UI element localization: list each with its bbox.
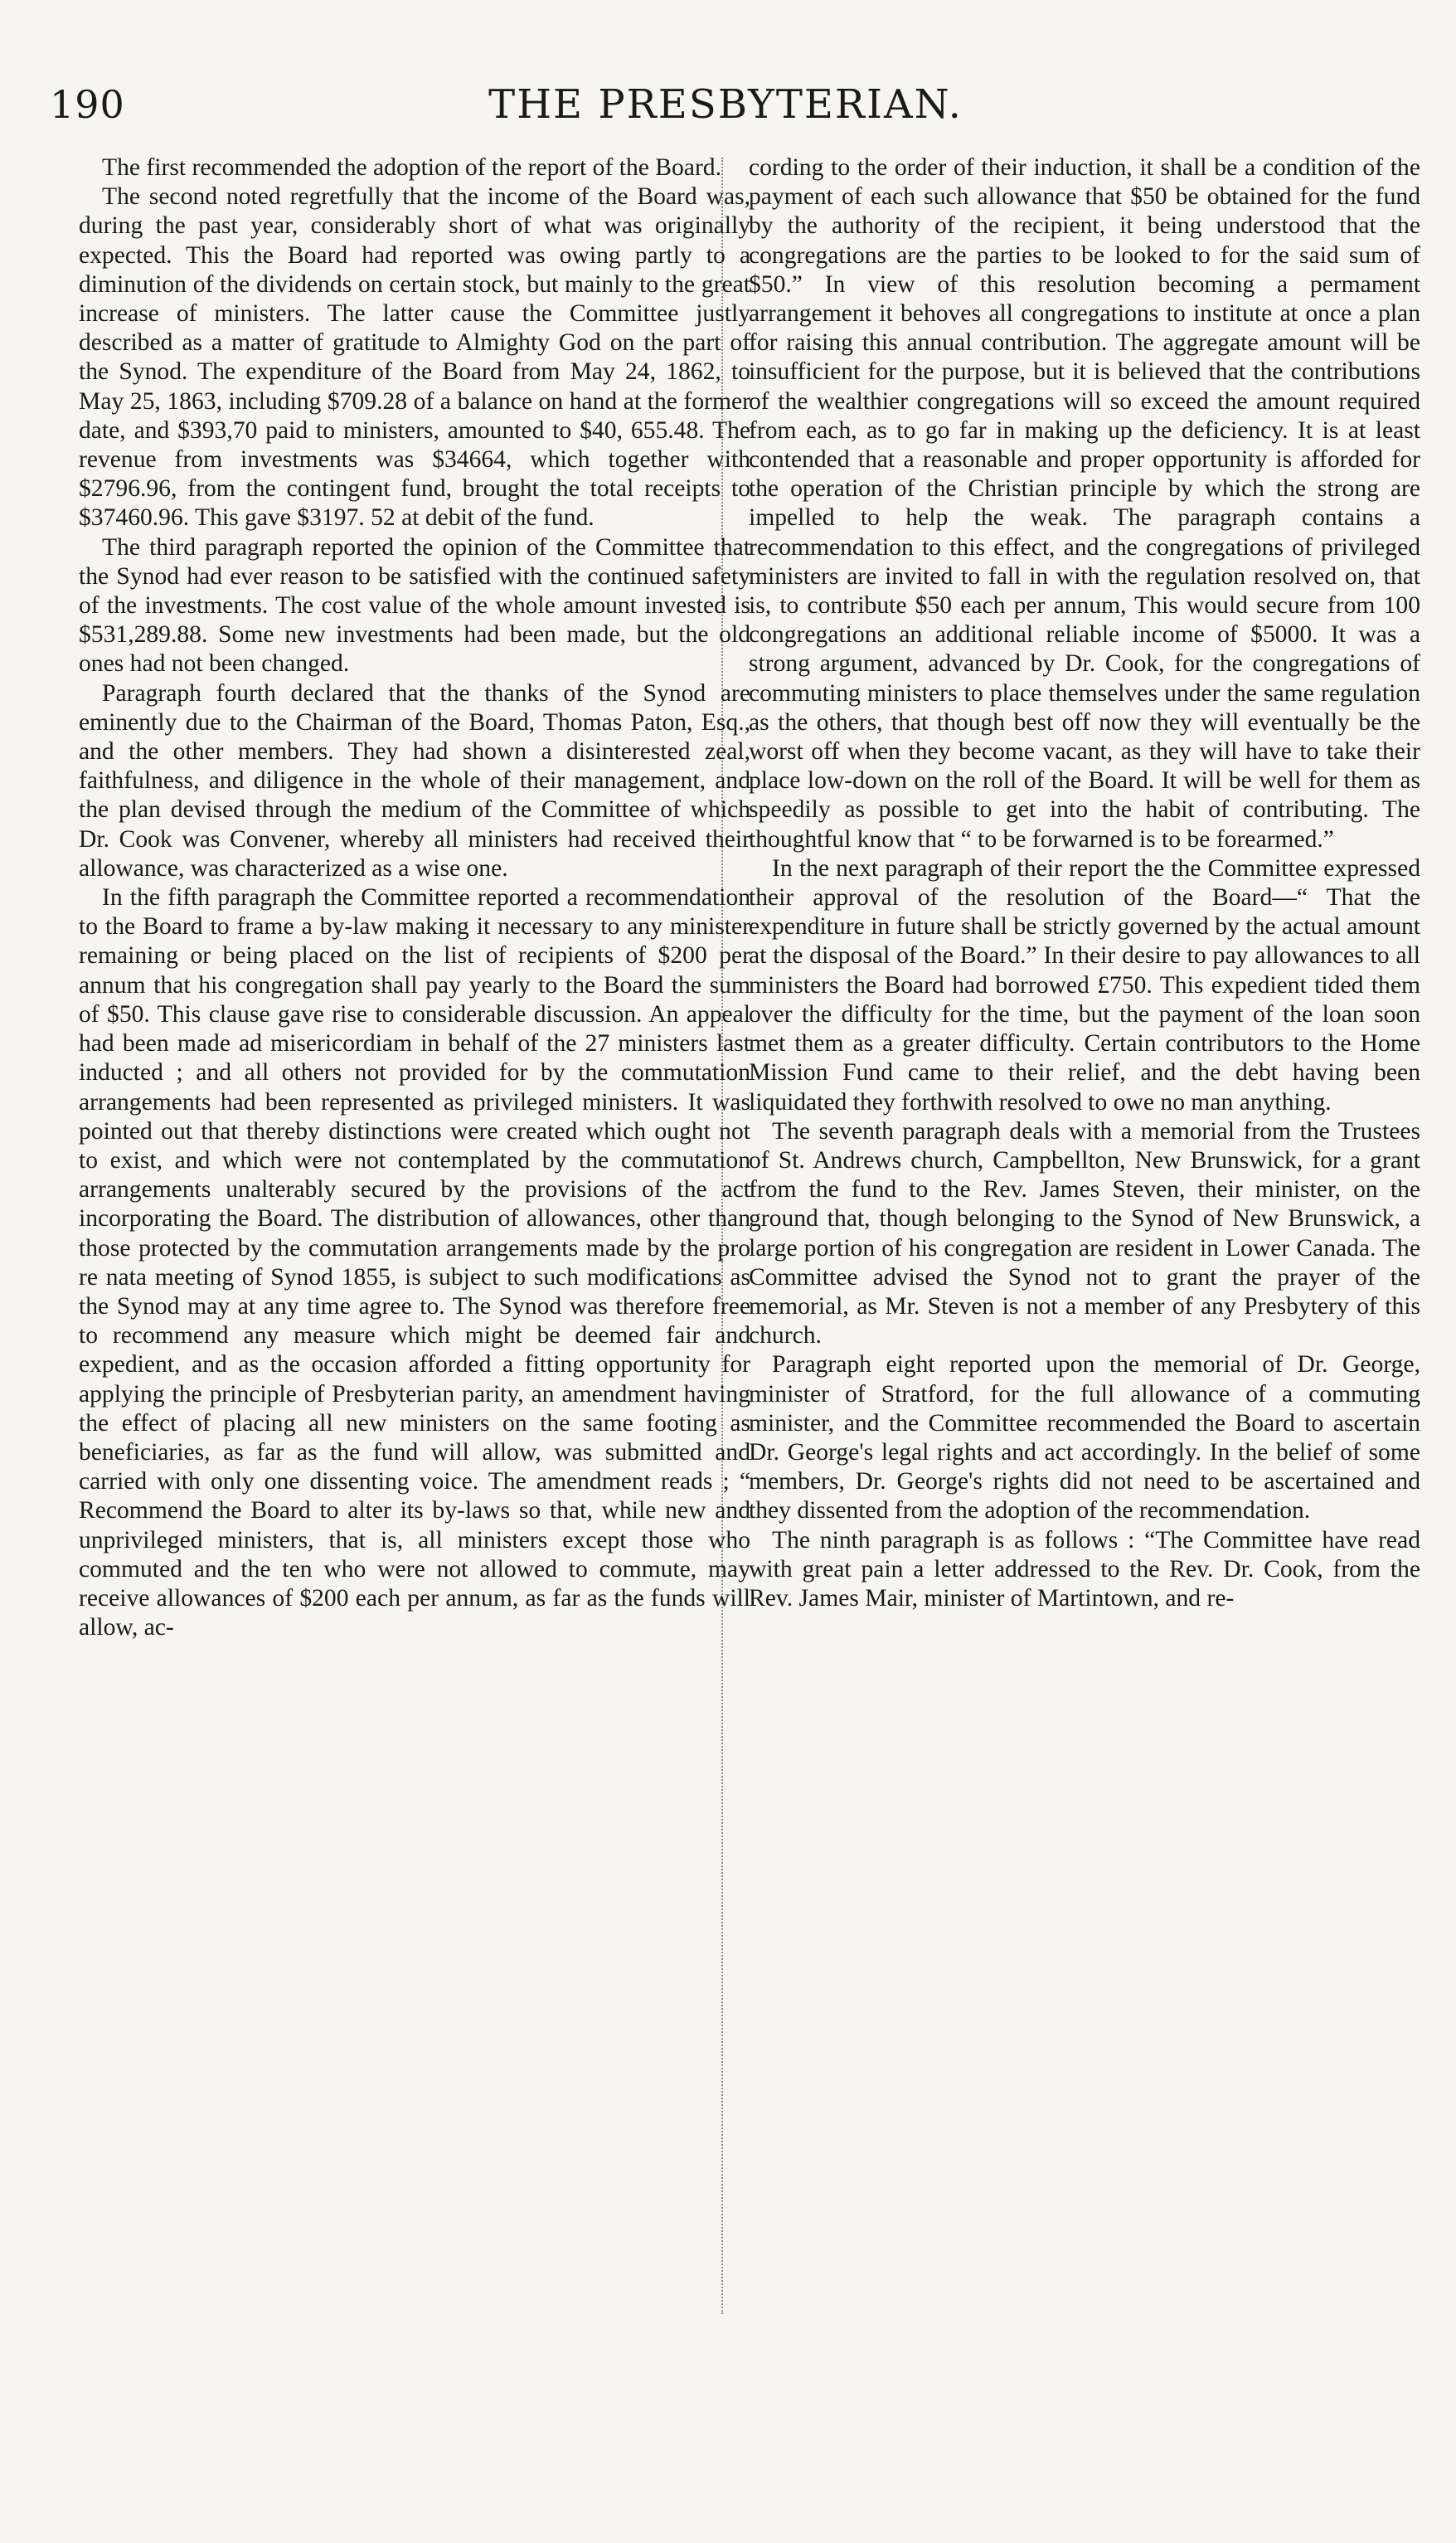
page-number: 190 bbox=[50, 82, 125, 127]
paragraph-seventh-memorial: The seventh paragraph deals with a memorial from the Trustees of St. Andrews church, Campbellton, New Brunswick, for a grant from the fund to the Rev. James Steven, their minister, on the ground that, though belonging to the Synod of New Brunswick, a large portion of his congregation are resident in Lower Canada. The Committee advised the Synod not to grant the prayer of the memorial, as Mr. Steven is not a member of any Presbytery of this church. bbox=[749, 1117, 1420, 1349]
page-header bbox=[50, 80, 1401, 129]
paragraph-fifth-bylaw: In the fifth paragraph the Committee reported a recommendation to the Board to frame a by-law making it necessary to any minister remaining or being placed on the list of recipients of $200 per annum that his congregation shall pay yearly to the Board the sum of $50. This clause gave rise to considerable discussion. An appeal had been made ad misericordiam in behalf of the 27 ministers last inducted ; and all others not provided for by the commutation arrangements had been represented as privileged ministers. It was pointed out that thereby distinctions were created which ought not to exist, and which were not contemplated by the commutation arrangements unalterably secured by the provisions of the act incorporating the Board. The distribution of allowances, other than those protected by the commutation arrangements made by the pro re nata meeting of Synod 1855, is subject to such modifications as the Synod may at any time agree to. The Synod was therefore free to recommend any measure which might be deemed fair and expedient, and as the occasion afforded a fitting opportunity for applying the principle of Presbyterian parity, an amendment having the effect of placing all new ministers on the same footing as beneficiaries, as far as the fund will allow, was submitted and carried with only one dissenting voice. The amendment reads ; “ Recommend the Board to alter its by-laws so that, while new and unprivileged ministers, that is, all ministers except those who commuted and the ten who were not allowed to commute, may receive allowances of $200 each per annum, as far as the funds will allow, ac- bbox=[79, 884, 750, 1641]
paragraph-eighth-george: Paragraph eight reported upon the memorial of Dr. George, minister of Stratford, for the full allowance of a commuting minister, and the Committee recommended the Board to ascertain Dr. George's legal rights and act accordingly. In the belief of some members, Dr. George's rights did not need to be ascertained and they dissented from the adoption of the recommendation. bbox=[749, 1351, 1420, 1524]
paragraph-ninth-letter: The ninth paragraph is as follows : “The Committee have read with great pain a letter addressed to the Rev. Dr. Cook, from the Rev. James Mair, minister of Martintown, and re- bbox=[749, 1526, 1420, 1612]
paragraph-second-income: The second noted regretfully that the income of the Board was, during the past year, considerably short of what was originally expected. This the Board had reported was owing partly to a diminution of the dividends on certain stock, but mainly to the great increase of ministers. The latter cause the Committee justly described as a matter of gratitude to Almighty God on the part of the Synod. The expenditure of the Board from May 24, 1862, to May 25, 1863, including $709.28 of a balance on hand at the former date, and $393,70 paid to ministers, amounted to $40, 655.48. The revenue from investments was $34664, which together with $2796.96, from the contingent fund, brought the total receipts to $37460.96. This gave $3197. 52 at debit of the fund. bbox=[79, 183, 750, 532]
running-title: THE PRESBYTERIAN. bbox=[488, 81, 963, 128]
paragraph-fourth-thanks: Paragraph fourth declared that the thanks of the Synod are eminently due to the Chairman of the Board, Thomas Paton, Esq., and the other members. They had shown a disinterested zeal, faithfulness, and diligence in the whole of their management, and the plan devised through the medium of the Committee of which Dr. Cook was Convener, whereby all ministers had received their allowance, was characterized as a wise one. bbox=[79, 679, 750, 882]
paragraph-sixth-expenditure: In the next paragraph of their report the the Committee expressed their approval of the resolution of the Board—“ That the expenditure in future shall be strictly governed by the actual amount at the disposal of the Board.” In their desire to pay allowances to all ministers the Board had borrowed £750. This expedient tided them over the difficulty for the time, but the payment of the loan soon met them as a greater difficulty. Certain contributors to the Home Mission Fund came to their relief, and the debt having been liquidated they forthwith resolved to owe no man anything. bbox=[749, 854, 1420, 1116]
paragraph-first-recommendation: The first recommended the adoption of the report of the Board. bbox=[102, 154, 721, 181]
paragraph-continuation: cording to the order of their induction, it shall be a condition of the payment of each such allowance that $50 be obtained for the fund by the authority of the recipient, it being understood that the congregations are the parties to be looked to for the said sum of $50.” In view of this resolution becoming a permament arrangement it behoves all congregations to institute at once a plan for raising this annual contribution. The aggregate amount will be insufficient for the purpose, but it is believed that the contributions of the wealthier congregations will so exceed the amount required from each, as to go far in making up the deficiency. It is at least contended that a reasonable and proper opportunity is afforded for the operation of the Christian principle by which the strong are impelled to help the weak. The paragraph contains a recommendation to this effect, and the congregations of privileged ministers are invited to fall in with the regulation resolved on, that is, to contribute $50 each per annum, This would secure from 100 congregations an additional reliable income of $5000. It was a strong argument, advanced by Dr. Cook, for the congregations of commuting ministers to place themselves under the same regulation as the others, that though best off now they will eventually be the worst off when they become vacant, as they will have to take their place low-down on the roll of the Board. It will be well for them as speedily as possible to get into the habit of contributing. The thoughtful know that “ to be forwarned is to be forearmed.” bbox=[749, 154, 1420, 853]
left-column bbox=[79, 153, 750, 1642]
right-column bbox=[749, 153, 1420, 1613]
paragraph-third-investments: The third paragraph reported the opinion of the Committee that the Synod had ever reason to be satisfied with the continued safety of the investments. The cost value of the whole amount invested is $531,289.88. Some new investments had been made, but the old ones had not been changed. bbox=[79, 533, 750, 678]
